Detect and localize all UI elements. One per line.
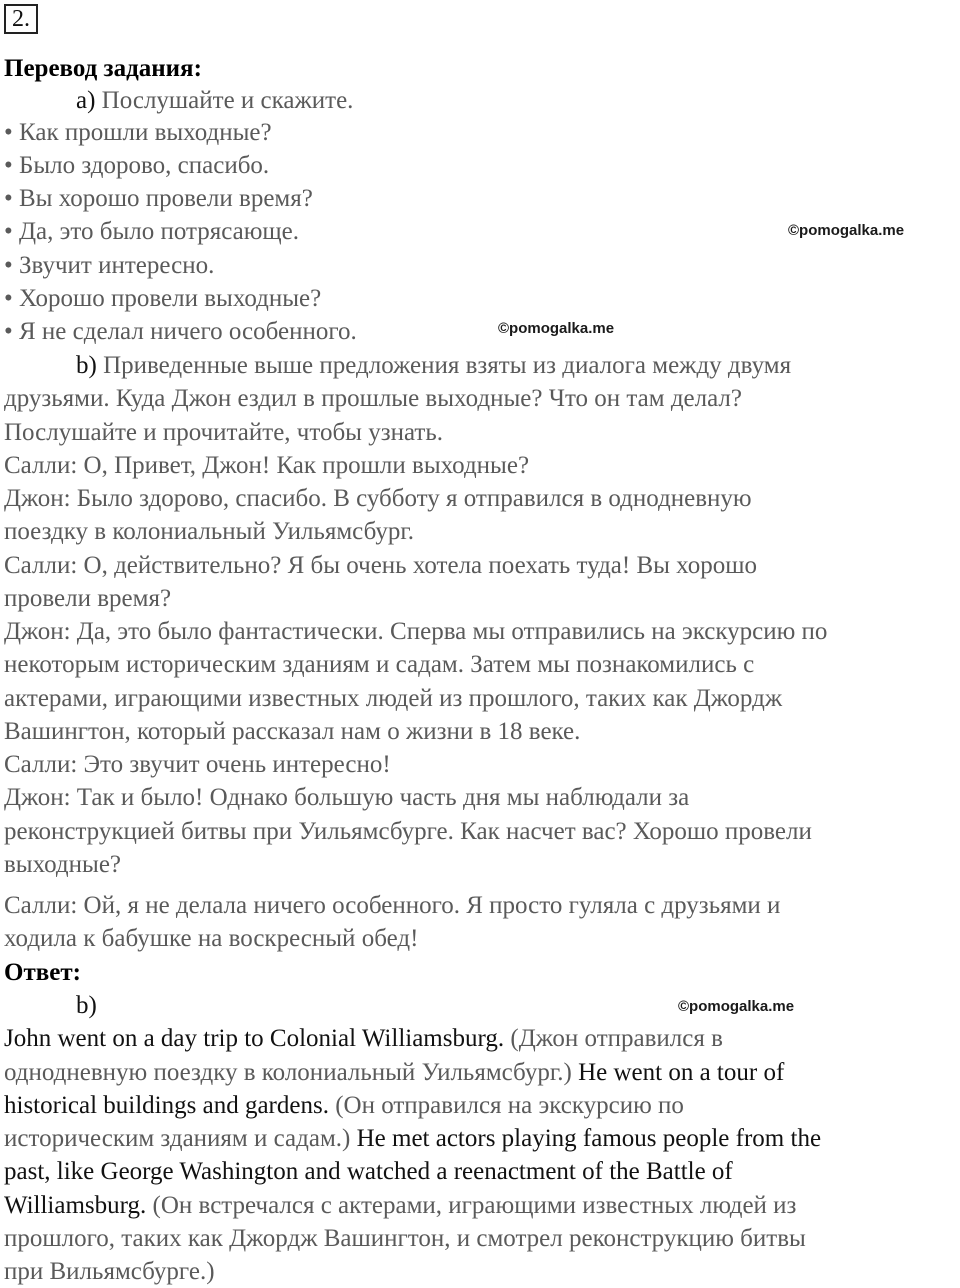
bullet-item: • Вы хорошо провели время? bbox=[4, 185, 313, 212]
dialogue-line: Вашингтон, который рассказал нам о жизни в 18 веке. bbox=[4, 718, 581, 745]
bullet-item: • Было здорово, спасибо. bbox=[4, 152, 270, 179]
bullet-item: • Хорошо провели выходные? bbox=[4, 285, 322, 312]
answer-english: John went on a day trip to Colonial Williamsburg. bbox=[4, 1025, 505, 1052]
answer-label: b) bbox=[76, 992, 97, 1019]
part-a-text: Послушайте и скажите. bbox=[101, 87, 354, 114]
answer-russian: (Джон отправился в bbox=[504, 1025, 723, 1052]
dialogue-line: реконструкцией битвы при Уильямсбурге. Как насчет вас? Хорошо провели bbox=[4, 818, 812, 845]
answer-english: past, like George Washington and watched a reenactment of the Battle of bbox=[4, 1158, 733, 1185]
answer-english: He met actors playing famous people from the bbox=[350, 1125, 822, 1152]
answer-english: He went on a tour of bbox=[571, 1059, 785, 1086]
answer-line bbox=[4, 1255, 215, 1288]
answer-heading: Ответ: bbox=[4, 959, 81, 986]
part-b-label: b) bbox=[76, 352, 97, 379]
dialogue-line: Салли: О, Привет, Джон! Как прошли выходные? bbox=[4, 452, 530, 479]
watermark: ©pomogalka.me bbox=[678, 998, 795, 1015]
answer-line bbox=[4, 1056, 784, 1089]
task-number-box: 2. bbox=[4, 4, 38, 34]
dialogue-line: Салли: Ой, я не делала ничего особенного. Я просто гуляла с друзьями и bbox=[4, 892, 781, 919]
answer-english: Williamsburg. bbox=[4, 1192, 147, 1219]
answer-line bbox=[4, 1089, 684, 1122]
bullet-item: • Я не сделал ничего особенного. bbox=[4, 318, 357, 345]
answer-russian: (Он отправился на экскурсию по bbox=[328, 1092, 684, 1119]
dialogue-line: выходные? bbox=[4, 851, 122, 878]
answer-line bbox=[4, 1122, 821, 1155]
bullet-item: • Звучит интересно. bbox=[4, 252, 215, 279]
bullet-item: • Да, это было потрясающе. bbox=[4, 218, 300, 245]
dialogue-line: Джон: Было здорово, спасибо. В субботу я отправился в однодневную bbox=[4, 485, 752, 512]
dialogue-line: ходила к бабушке на воскресный обед! bbox=[4, 925, 419, 952]
answer-english: historical buildings and gardens. bbox=[4, 1092, 329, 1119]
dialogue-line: Салли: Это звучит очень интересно! bbox=[4, 751, 391, 778]
part-a-label: а) bbox=[76, 87, 96, 114]
answer-line bbox=[4, 1189, 796, 1222]
answer-line bbox=[4, 1022, 723, 1055]
part-a-line bbox=[76, 84, 353, 117]
answer-line bbox=[4, 1155, 733, 1188]
part-b-text: Послушайте и прочитайте, чтобы узнать. bbox=[4, 419, 444, 446]
dialogue-line: Салли: О, действительно? Я бы очень хотела поехать туда! Вы хорошо bbox=[4, 552, 757, 579]
dialogue-line: некоторым историческим зданиям и садам. Затем мы познакомились с bbox=[4, 651, 755, 678]
answer-russian: историческим зданиям и садам.) bbox=[4, 1125, 351, 1152]
bullet-item: • Как прошли выходные? bbox=[4, 119, 272, 146]
dialogue-line: Джон: Да, это было фантастически. Сперва мы отправились на экскурсию по bbox=[4, 618, 828, 645]
part-b-line bbox=[76, 349, 791, 382]
dialogue-line: поездку в колониальный Уильямсбург. bbox=[4, 518, 415, 545]
answer-russian: (Он встречался с актерами, играющими известных людей из bbox=[146, 1192, 797, 1219]
dialogue-line: актерами, играющими известных людей из прошлого, таких как Джордж bbox=[4, 685, 783, 712]
translation-heading: Перевод задания: bbox=[4, 55, 202, 82]
answer-russian: при Вильямсбурге.) bbox=[4, 1258, 215, 1285]
dialogue-line: провели время? bbox=[4, 585, 172, 612]
answer-line bbox=[4, 1222, 806, 1255]
watermark: ©pomogalka.me bbox=[498, 320, 615, 337]
answer-russian: однодневную поездку в колониальный Уильямсбург.) bbox=[4, 1059, 572, 1086]
part-b-text: Приведенные выше предложения взяты из диалога между двумя bbox=[103, 352, 792, 379]
dialogue-line: Джон: Так и было! Однако большую часть дня мы наблюдали за bbox=[4, 784, 690, 811]
part-b-text: друзьями. Куда Джон ездил в прошлые выходные? Что он там делал? bbox=[4, 385, 743, 412]
watermark: ©pomogalka.me bbox=[788, 222, 905, 239]
answer-russian: прошлого, таких как Джордж Вашингтон, и смотрел реконструкцию битвы bbox=[4, 1225, 806, 1252]
